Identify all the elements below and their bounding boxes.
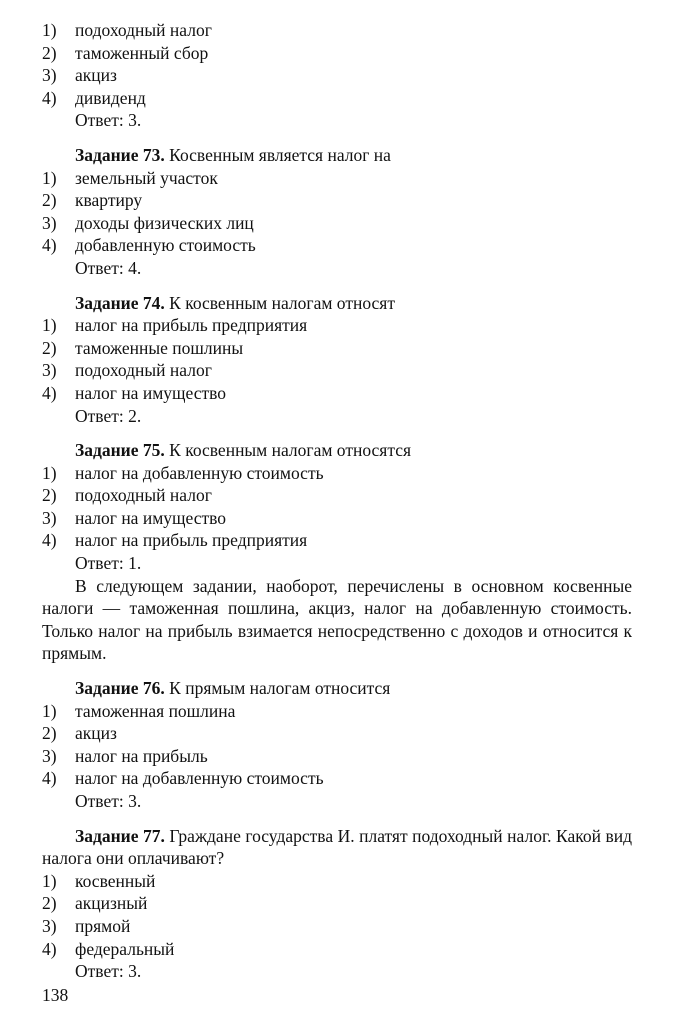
task-text: К косвенным налогам относятся <box>164 440 412 461</box>
answer-option <box>42 64 632 87</box>
answer-option <box>42 167 632 190</box>
task-block <box>42 677 632 813</box>
task-block <box>42 439 632 575</box>
option-number: 4) <box>42 530 57 551</box>
task-question <box>42 677 632 700</box>
option-text: акциз <box>75 65 117 86</box>
option-text: дивиденд <box>75 87 146 108</box>
answer-option <box>42 462 632 485</box>
option-number: 1) <box>42 167 57 188</box>
answer-option <box>42 234 632 257</box>
answer-option <box>42 19 632 42</box>
option-number: 2) <box>42 723 57 744</box>
task-text: К прямым налогам относится <box>164 678 391 699</box>
answer-option <box>42 507 632 530</box>
option-number: 2) <box>42 190 57 211</box>
task-title: Задание 73. <box>75 144 165 165</box>
answer: Ответ: 3. <box>75 791 142 811</box>
option-text: таможенный сбор <box>75 42 209 63</box>
option-text: налог на прибыль <box>75 745 208 766</box>
task-question <box>42 292 632 315</box>
answer-option <box>42 938 632 961</box>
task-question <box>42 439 632 462</box>
option-number: 4) <box>42 87 57 108</box>
option-text: таможенная пошлина <box>75 700 236 721</box>
task-text: К косвенным налогам относят <box>164 292 395 313</box>
answer: Ответ: 2. <box>75 405 142 426</box>
option-text: прямой <box>75 915 131 936</box>
explanation-paragraph: В следующем задании, наоборот, перечислены в основном косвенные налоги — таможенная пошлина, акциз, налог на добавленную стоимость. Только налог на прибыль взимается непосредственно с доходов и относится к прямым. <box>42 575 632 664</box>
answer-option <box>42 382 632 405</box>
option-number: 4) <box>42 938 57 959</box>
answer: Ответ: 4. <box>75 257 142 278</box>
option-text: федеральный <box>75 938 175 959</box>
option-number: 4) <box>42 235 57 256</box>
answer-option <box>42 767 632 790</box>
option-text: подоходный налог <box>75 485 212 506</box>
task-title: Задание 75. <box>75 440 165 461</box>
option-number: 3) <box>42 360 57 381</box>
page-content <box>42 19 632 983</box>
answer: Ответ: 3. <box>75 961 142 982</box>
option-text: доходы физических лиц <box>75 212 254 233</box>
option-text: налог на имущество <box>75 507 227 528</box>
option-text: акцизный <box>75 893 148 914</box>
task-block <box>42 144 632 280</box>
option-number: 3) <box>42 212 57 233</box>
answer-option <box>42 870 632 893</box>
answer-option <box>42 892 632 915</box>
task-title: Задание 77. <box>75 825 165 846</box>
option-text: таможенные пошлины <box>75 337 244 358</box>
option-text: акциз <box>75 723 117 744</box>
answer-option <box>42 337 632 360</box>
page-number: 138 <box>42 985 69 1005</box>
answer: Ответ: 1. <box>75 553 142 574</box>
option-text: подоходный налог <box>75 360 212 381</box>
option-number: 1) <box>42 315 57 336</box>
answer-option <box>42 722 632 745</box>
option-text: квартиру <box>75 190 143 211</box>
option-number: 1) <box>42 870 57 891</box>
option-number: 1) <box>42 20 57 40</box>
task-question <box>42 825 632 870</box>
option-text: косвенный <box>75 870 156 891</box>
answer-option <box>42 359 632 382</box>
option-number: 3) <box>42 915 57 936</box>
task-block <box>42 825 632 983</box>
task-question <box>42 144 632 167</box>
task-text: Граждане государства И. платят подоходный налог. Какой вид налога они оплачивают? <box>42 825 632 869</box>
answer-option <box>42 745 632 768</box>
task-block <box>42 292 632 428</box>
option-text: налог на добавленную стоимость <box>75 768 324 789</box>
option-text: налог на добавленную стоимость <box>75 462 324 483</box>
answer-option <box>42 484 632 507</box>
option-text: налог на прибыль предприятия <box>75 315 308 336</box>
option-number: 3) <box>42 507 57 528</box>
option-text: подоходный налог <box>75 20 212 40</box>
answer-option <box>42 87 632 110</box>
option-number: 1) <box>42 700 57 721</box>
option-number: 3) <box>42 745 57 766</box>
option-number: 1) <box>42 462 57 483</box>
option-number: 3) <box>42 65 57 86</box>
option-number: 2) <box>42 337 57 358</box>
option-number: 4) <box>42 382 57 403</box>
option-text: налог на прибыль предприятия <box>75 530 308 551</box>
answer: Ответ: 3. <box>75 110 142 131</box>
task-text: Косвенным является налог на <box>164 144 391 165</box>
option-text: добавленную стоимость <box>75 235 256 256</box>
option-text: земельный участок <box>75 167 218 188</box>
option-number: 2) <box>42 893 57 914</box>
option-number: 2) <box>42 42 57 63</box>
answer-option <box>42 212 632 235</box>
answer-option <box>42 42 632 65</box>
task-block <box>42 19 632 132</box>
option-number: 4) <box>42 768 57 789</box>
option-text: налог на имущество <box>75 382 227 403</box>
answer-option <box>42 915 632 938</box>
answer-option <box>42 700 632 723</box>
task-title: Задание 76. <box>75 678 165 699</box>
answer-option <box>42 314 632 337</box>
answer-option <box>42 529 632 552</box>
task-title: Задание 74. <box>75 292 165 313</box>
option-number: 2) <box>42 485 57 506</box>
answer-option <box>42 189 632 212</box>
